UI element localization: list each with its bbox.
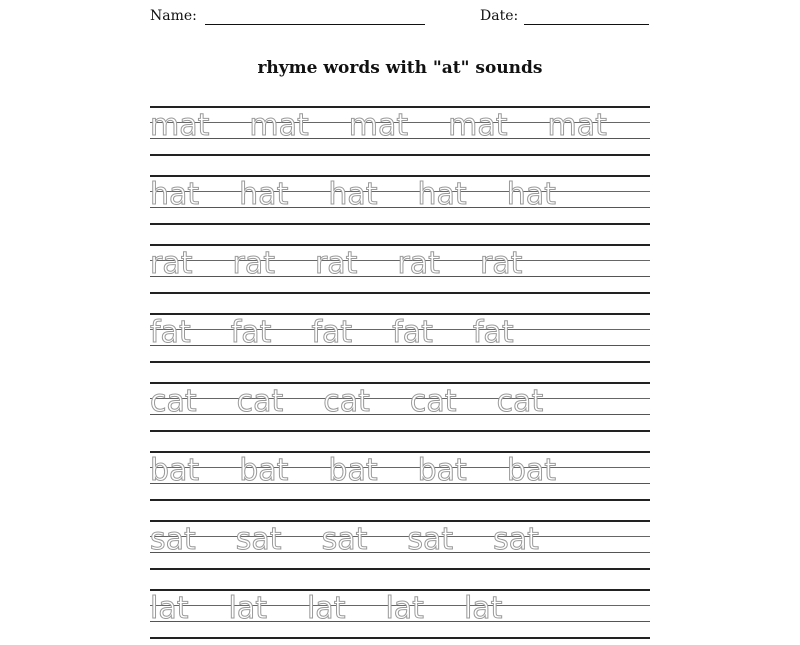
- guide-line-base: [150, 414, 650, 415]
- trace-word: bat: [239, 453, 289, 488]
- trace-word: sat: [235, 522, 282, 557]
- trace-word: mat: [547, 108, 607, 143]
- trace-word: lat: [463, 591, 503, 626]
- trace-word: mat: [448, 108, 508, 143]
- tracing-row: [150, 244, 650, 300]
- trace-word: hat: [328, 177, 378, 212]
- trace-word: mat: [150, 108, 210, 143]
- worksheet-title: rhyme words with "at" sounds: [257, 58, 543, 78]
- guide-line-top: [150, 382, 650, 384]
- guide-line-bot: [150, 568, 650, 570]
- tracing-row: [150, 106, 650, 162]
- trace-word: lat: [150, 591, 189, 626]
- trace-word: rat: [479, 246, 523, 281]
- trace-word: rat: [397, 246, 440, 281]
- tracing-row: [150, 520, 650, 576]
- trace-word: hat: [239, 177, 289, 212]
- trace-word: cat: [150, 384, 197, 419]
- guide-line-mid: [150, 191, 650, 192]
- guide-line-top: [150, 175, 650, 177]
- trace-word: sat: [493, 522, 539, 557]
- guide-line-bot: [150, 223, 650, 225]
- tracing-row: [150, 589, 650, 645]
- trace-word: fat: [392, 315, 433, 350]
- trace-word: rat: [314, 246, 358, 281]
- guide-line-top: [150, 451, 650, 453]
- trace-word: sat: [321, 522, 368, 557]
- tracing-row: [150, 451, 650, 507]
- guide-line-base: [150, 207, 650, 208]
- trace-word: hat: [506, 177, 556, 212]
- trace-word: rat: [232, 246, 275, 281]
- trace-word: sat: [150, 522, 196, 557]
- date-label: Date:: [480, 8, 519, 24]
- tracing-row: [150, 175, 650, 231]
- trace-word: cat: [496, 384, 544, 419]
- trace-word: bat: [150, 453, 200, 488]
- trace-word: fat: [150, 315, 191, 350]
- trace-word: fat: [230, 315, 272, 350]
- trace-word: hat: [417, 177, 467, 212]
- guide-line-top: [150, 520, 650, 522]
- guide-line-bot: [150, 154, 650, 156]
- trace-word: mat: [348, 108, 409, 143]
- trace-word: cat: [409, 384, 457, 419]
- trace-word: hat: [150, 177, 200, 212]
- trace-word: cat: [236, 384, 284, 419]
- trace-word: fat: [472, 315, 514, 350]
- guide-line-bot: [150, 361, 650, 363]
- guide-line-bot: [150, 430, 650, 432]
- tracing-row: [150, 382, 650, 438]
- trace-word: fat: [311, 315, 353, 350]
- name-label: Name:: [150, 8, 197, 24]
- guide-line-base: [150, 483, 650, 484]
- trace-word: cat: [323, 384, 370, 419]
- trace-word: bat: [328, 453, 378, 488]
- trace-word: lat: [306, 591, 346, 626]
- guide-line-bot: [150, 292, 650, 294]
- trace-word: bat: [506, 453, 557, 488]
- guide-line-mid: [150, 536, 650, 537]
- guide-line-base: [150, 552, 650, 553]
- trace-word: lat: [228, 591, 267, 626]
- guide-line-bot: [150, 499, 650, 501]
- date-field-line[interactable]: [524, 24, 649, 25]
- trace-word: mat: [249, 108, 309, 143]
- name-field-line[interactable]: [205, 24, 425, 25]
- trace-word: rat: [150, 246, 193, 281]
- trace-word: lat: [385, 591, 424, 626]
- tracing-row: [150, 313, 650, 369]
- guide-line-mid: [150, 467, 650, 468]
- trace-word: sat: [407, 522, 454, 557]
- guide-line-mid: [150, 398, 650, 399]
- trace-word: bat: [417, 453, 467, 488]
- guide-line-bot: [150, 637, 650, 639]
